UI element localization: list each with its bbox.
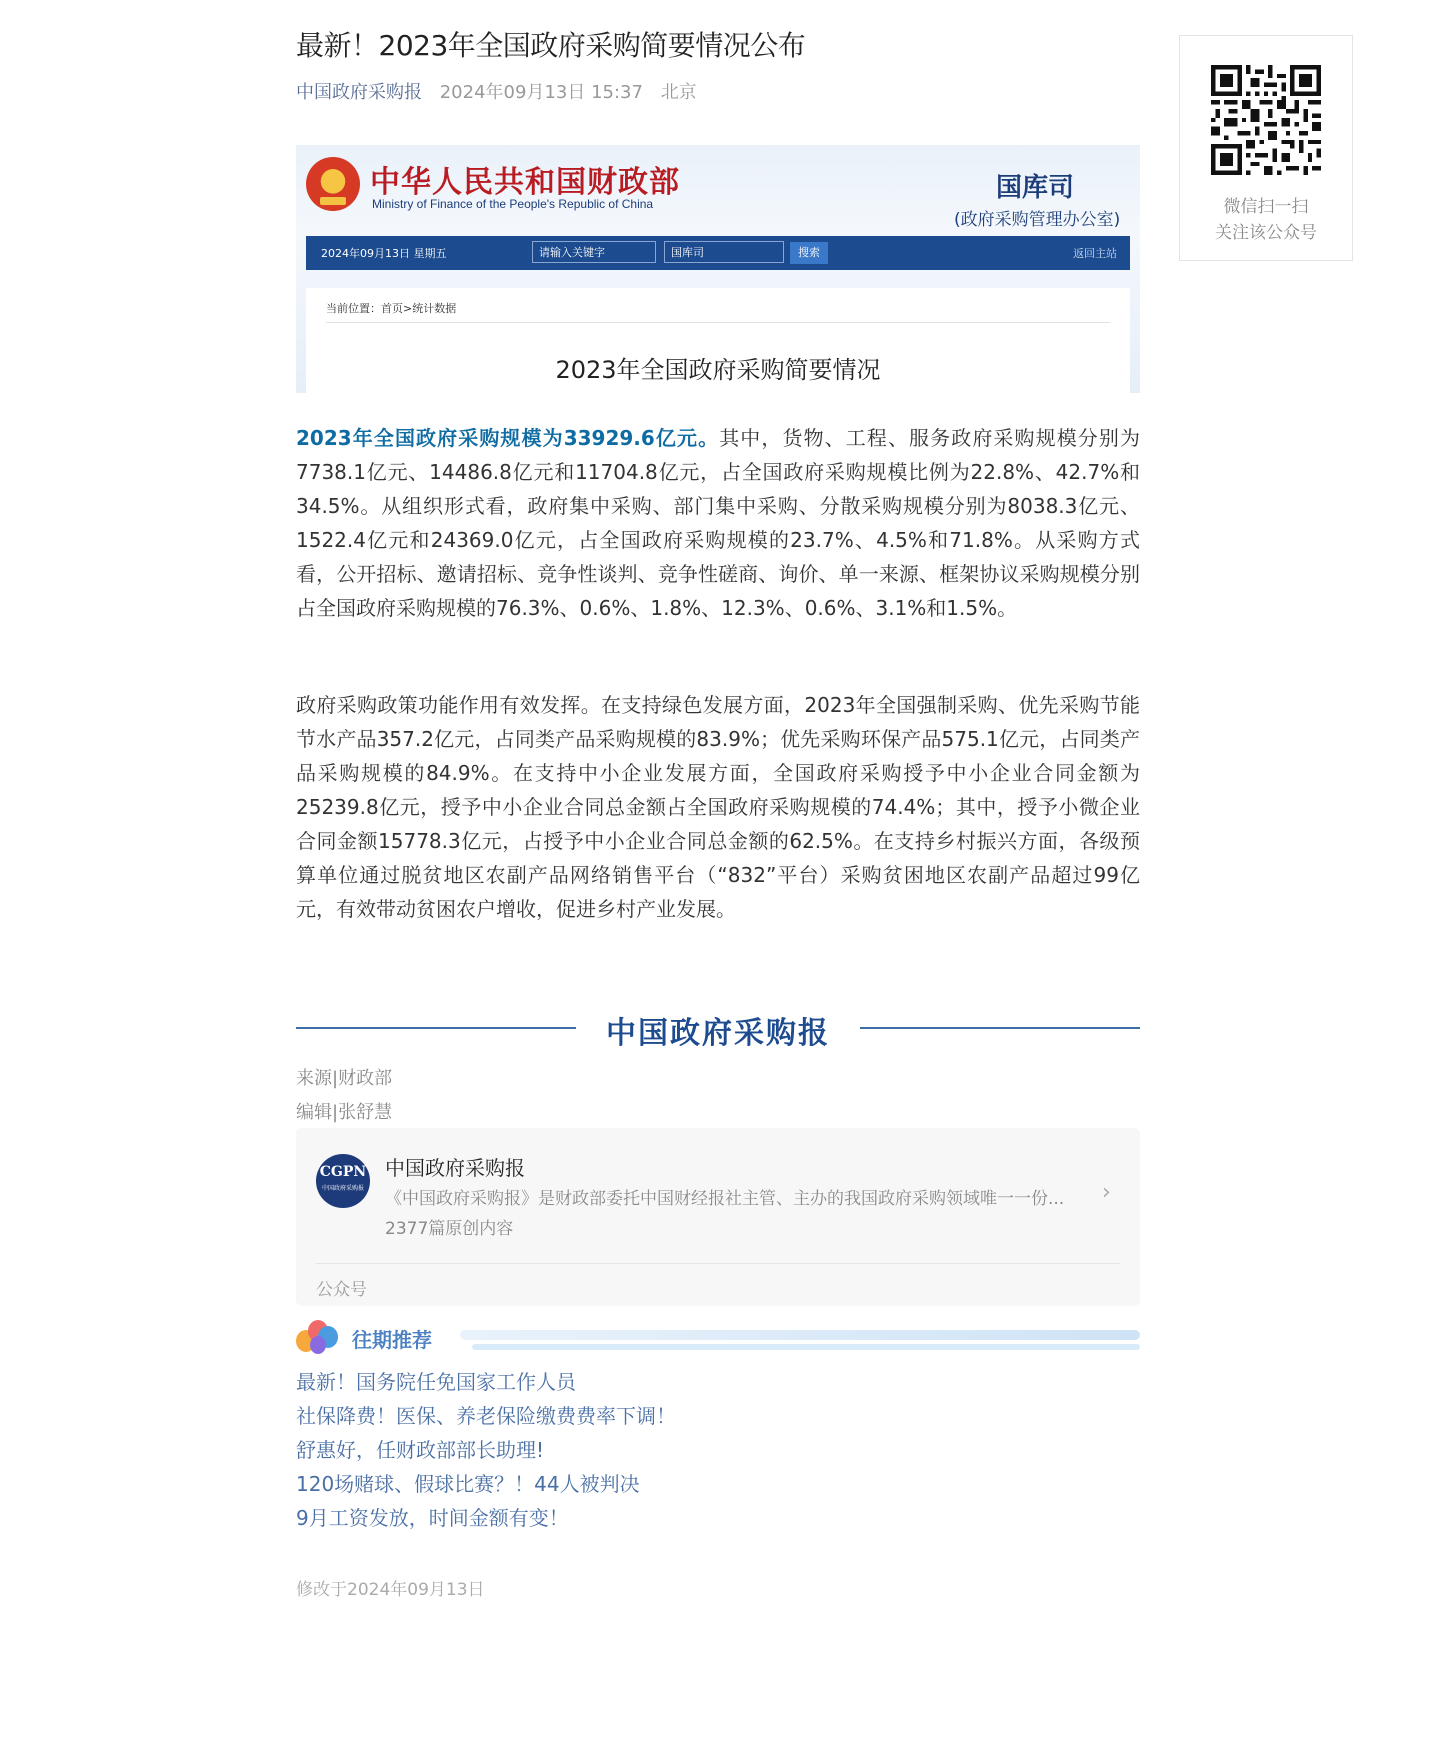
recommended-link-5[interactable]: 9月工资发放，时间金额有变！ xyxy=(296,1506,569,1530)
brand-logo-text: 中国政府采购报 xyxy=(606,1016,830,1051)
chevron-right-icon: › xyxy=(1102,1180,1111,1205)
account-card[interactable] xyxy=(296,1128,1140,1306)
past-recommendations-title: 往期推荐 xyxy=(352,1328,432,1352)
banner-scope-select: 国库司 xyxy=(664,241,784,263)
national-emblem-icon xyxy=(306,157,360,211)
article-meta xyxy=(296,80,709,106)
paragraph-1 xyxy=(296,421,1140,625)
banner-breadcrumb: 当前位置：首页>统计数据 xyxy=(326,302,457,315)
banner-search-button: 搜索 xyxy=(790,242,828,264)
banner-content-panel xyxy=(306,288,1130,393)
account-description: 《中国政府采购报》是财政部委托中国财经报社主管、主办的我国政府采购领域唯一一份... xyxy=(385,1189,1065,1209)
paragraph-2: 政府采购政策功能作用有效发挥。在支持绿色发展方面，2023年全国强制采购、优先采购节能节水产品357.2亿元，占同类产品采购规模的83.9%；优先采购环保产品575.1亿元，占同类产品采购规模的84.9%。在支持中小企业发展方面，全国政府采购授予中小企业合同金额为25239.8亿元，授予中小企业合同总金额占全国政府采购规模的74.4%；其中，授予小微企业合同金额15778.3亿元，占授予中小企业合同总金额的62.5%。在支持乡村振兴方面，各级预算单位通过脱贫地区农副产品网络销售平台（“832”平台）采购贫困地区农副产品超过99亿元，有效带动贫困农户增收，促进乡村产业发展。 xyxy=(296,693,1140,921)
qr-panel xyxy=(1179,35,1353,261)
publish-datetime: 2024年09月13日 15:37 xyxy=(439,82,643,103)
divider-line-left xyxy=(296,1027,576,1029)
author-link[interactable]: 中国政府采购报 xyxy=(296,82,422,103)
qr-caption-line1: 微信扫一扫 xyxy=(1223,197,1309,217)
account-article-count: 2377篇原创内容 xyxy=(385,1219,514,1239)
qr-caption-line2: 关注该公众号 xyxy=(1215,223,1317,243)
banner-search-input: 请输入关键字 xyxy=(532,241,656,263)
banner-navbar xyxy=(306,236,1130,270)
banner-page-title: 2023年全国政府采购简要情况 xyxy=(555,356,881,384)
ministry-name-cn: 中华人民共和国财政部 xyxy=(370,165,680,200)
qr-code-icon xyxy=(1211,65,1321,175)
recommended-link-1[interactable]: 最新！国务院任免国家工作人员 xyxy=(296,1370,576,1394)
avatar-logo-subtext: 中国政府采购报 xyxy=(321,1185,364,1192)
account-type-label: 公众号 xyxy=(316,1280,367,1300)
divider-line-right xyxy=(860,1027,1140,1029)
recommended-link-2[interactable]: 社保降费！医保、养老保险缴费费率下调！ xyxy=(296,1404,676,1428)
banner-divider xyxy=(326,322,1110,323)
publish-location: 北京 xyxy=(660,82,697,103)
ministry-name-en: Ministry of Finance of the People's Republic of China xyxy=(372,197,654,211)
decorative-bar-secondary xyxy=(472,1344,1140,1350)
source-credit: 来源|财政部 xyxy=(296,1068,393,1089)
card-divider xyxy=(316,1263,1120,1264)
paragraph-lead: 2023年全国政府采购规模为33929.6亿元。 xyxy=(296,426,720,450)
account-name: 中国政府采购报 xyxy=(385,1156,525,1180)
past-recommendations-header xyxy=(296,1318,1140,1358)
banner-home-link: 返回主站 xyxy=(1073,247,1117,260)
avatar-logo-text: CGPN xyxy=(319,1164,367,1180)
decorative-bar xyxy=(460,1330,1140,1340)
banner-image xyxy=(296,145,1140,393)
brand-divider xyxy=(296,1008,1140,1051)
department-subtitle: (政府采购管理办公室) xyxy=(954,210,1121,230)
article-title: 最新！2023年全国政府采购简要情况公布 xyxy=(296,29,806,62)
account-avatar xyxy=(316,1154,370,1208)
paragraph-1-text: 其中，货物、工程、服务政府采购规模分别为 7738.1亿元、14486.8亿元和11704.8亿元，占全国政府采购规模比例为22.8%、42.7%和34.5%。从组织形式看，政府集中采购、部门集中采购、分散采购规模分别为8038.3亿元、1522.4亿元和24369.0亿元，占全国政府采购规模的23.7%、4.5%和71.8%。从采购方式看，公开招标、邀请招标、竞争性谈判、竞争性磋商、询价、单一来源、框架协议采购规模分别占全国政府采购规模的76.3%、0.6%、1.8%、12.3%、0.6%、3.1%和1.5%。 xyxy=(296,426,1140,620)
recommended-link-3[interactable]: 舒惠好，任财政部部长助理! xyxy=(296,1438,545,1462)
banner-date: 2024年09月13日 星期五 xyxy=(321,247,447,260)
balloons-icon xyxy=(296,1320,340,1356)
department-name: 国库司 xyxy=(996,173,1075,203)
modified-date: 修改于2024年09月13日 xyxy=(296,1580,485,1600)
recommended-link-4[interactable]: 120场赌球、假球比赛？！44人被判决 xyxy=(296,1472,640,1496)
editor-credit: 编辑|张舒慧 xyxy=(296,1102,393,1123)
